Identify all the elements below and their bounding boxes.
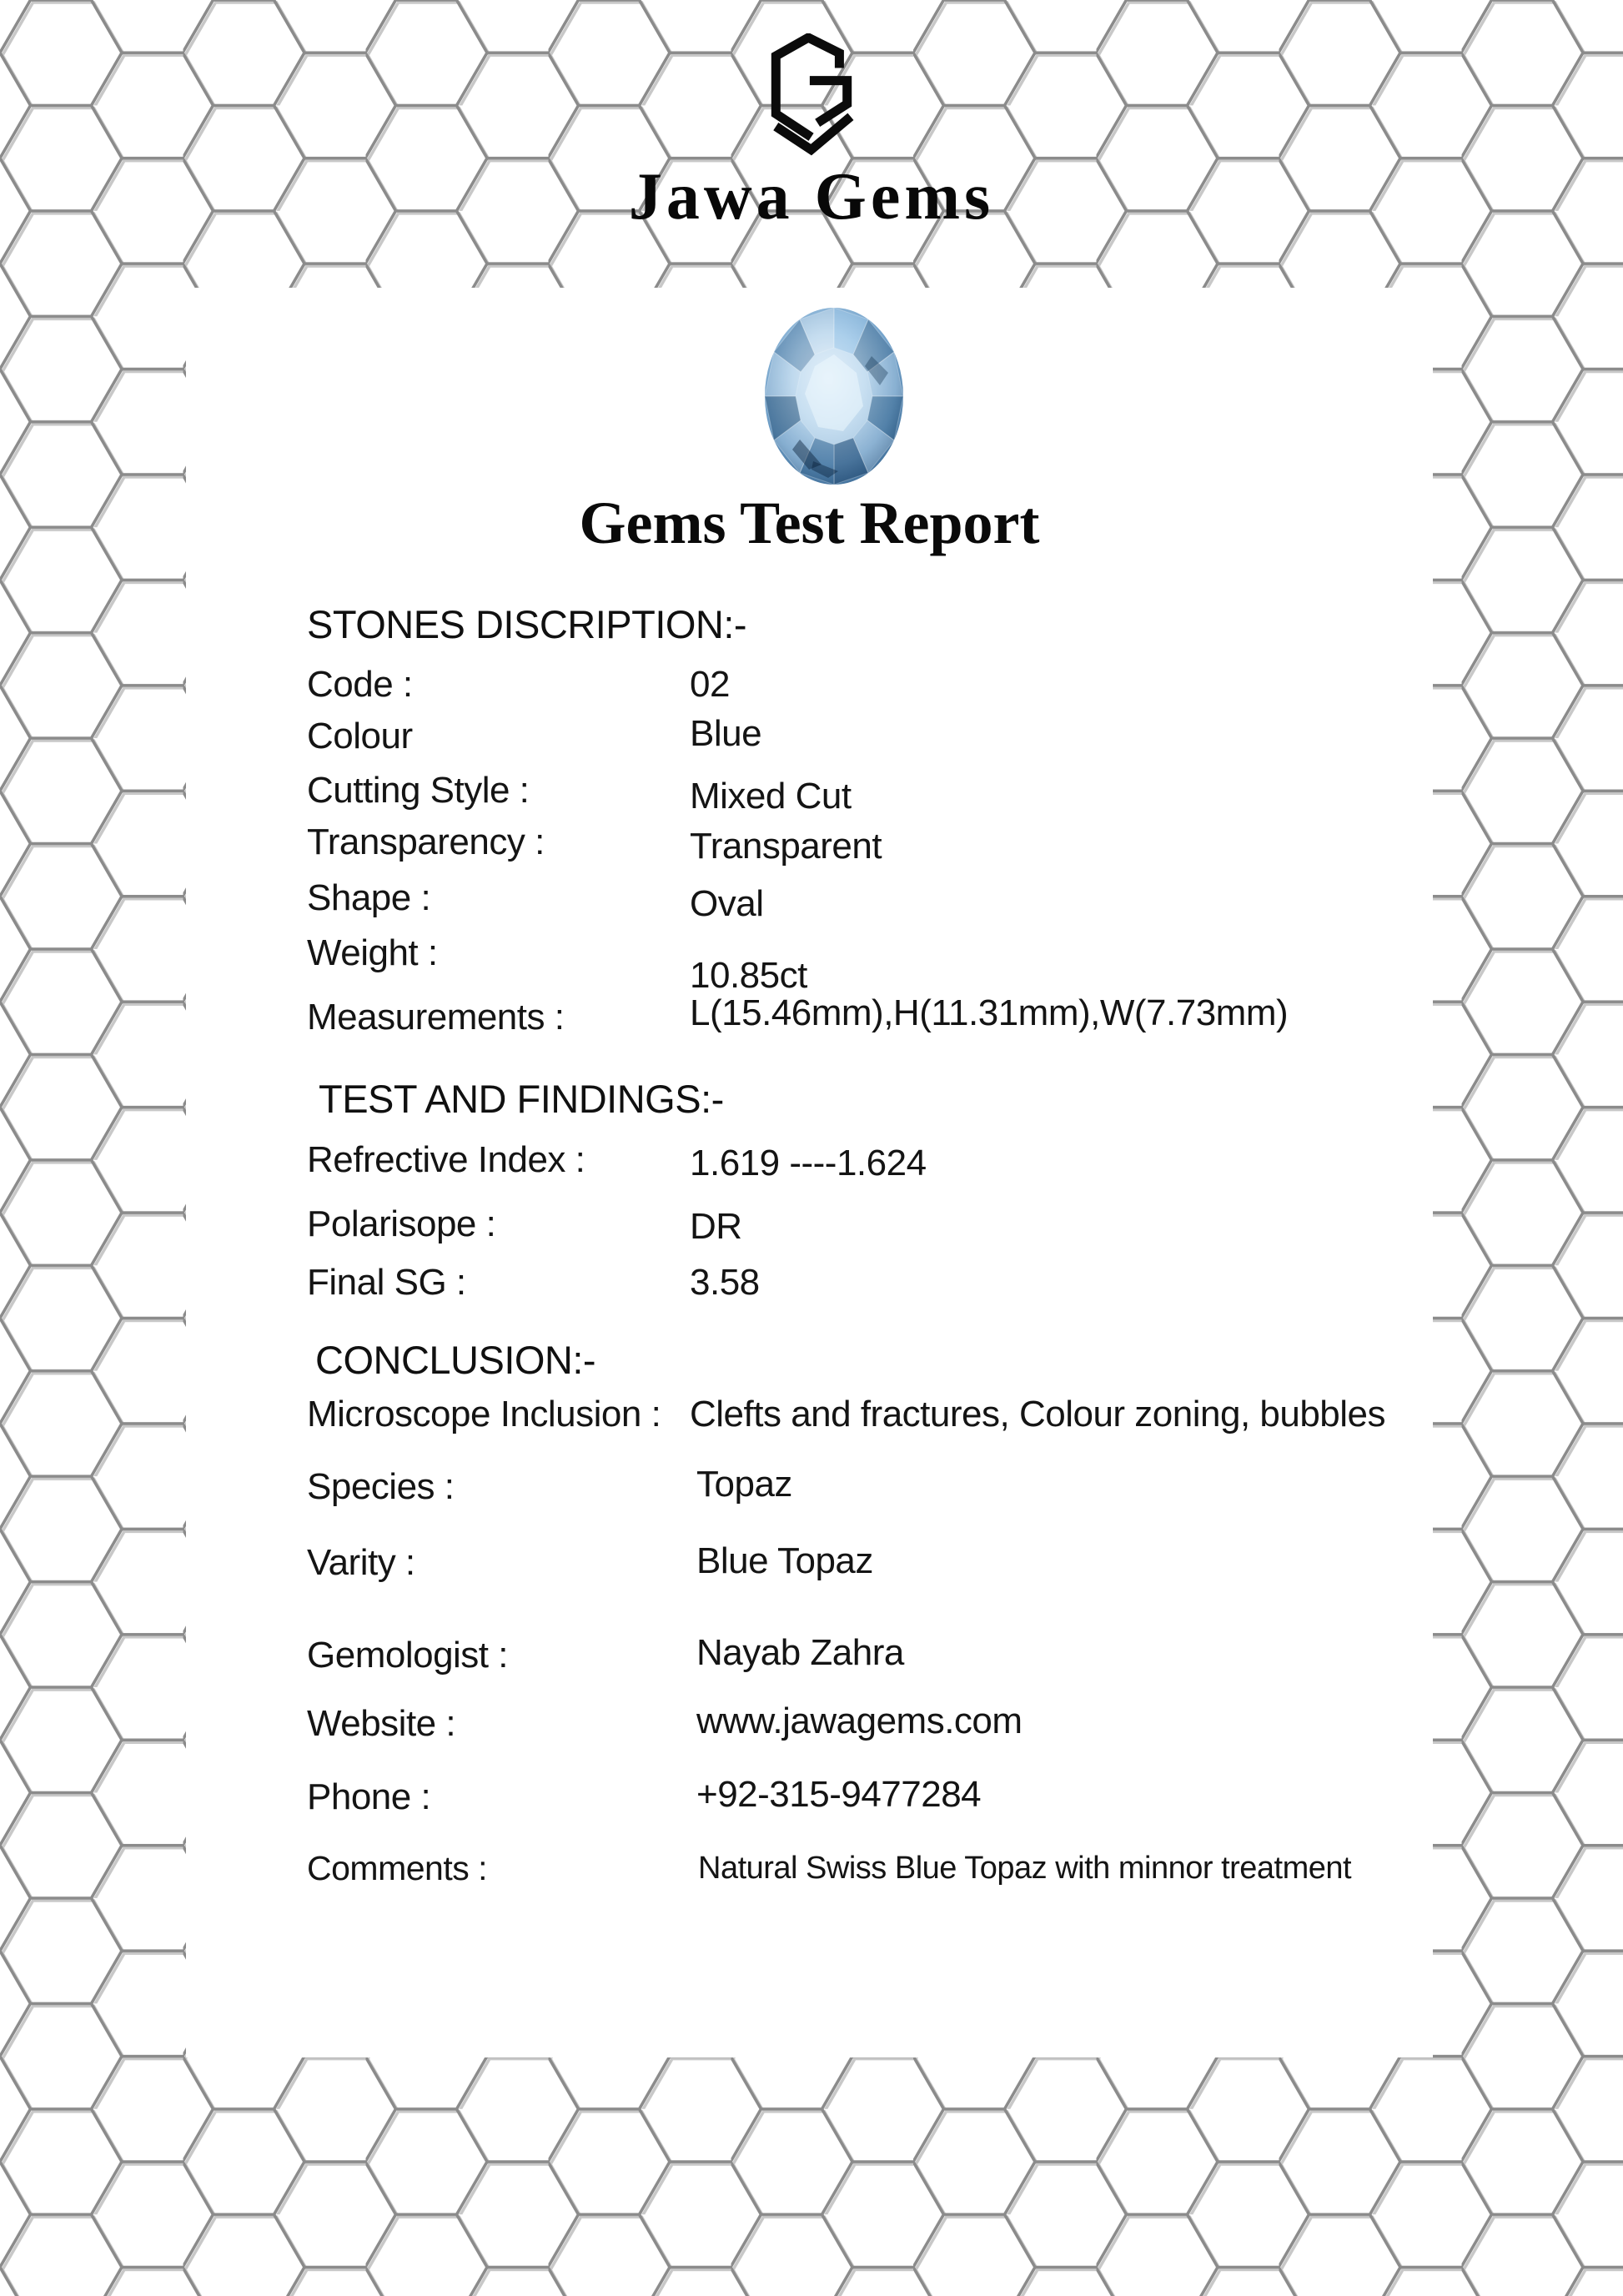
section-heading-conclusion: CONCLUSION:- bbox=[315, 1338, 596, 1382]
hexagon-g-logo-icon bbox=[768, 33, 855, 157]
field-value-polarisope: DR bbox=[690, 1206, 742, 1247]
field-label-final-sg: Final SG : bbox=[307, 1262, 466, 1303]
brand-header bbox=[0, 33, 1623, 234]
field-label-cutting-style: Cutting Style : bbox=[307, 770, 530, 811]
field-value-measurements: L(15.46mm),H(11.31mm),W(7.73mm) bbox=[690, 992, 1289, 1033]
field-value-phone: +92-315-9477284 bbox=[696, 1774, 982, 1815]
field-value-weight: 10.85ct bbox=[690, 955, 807, 996]
brand-name: Jawa Gems bbox=[628, 160, 995, 234]
field-label-gemologist: Gemologist : bbox=[307, 1635, 508, 1676]
field-value-microscope-inclusion: Clefts and fractures, Colour zoning, bubbles bbox=[690, 1394, 1386, 1434]
field-value-gemologist: Nayab Zahra bbox=[696, 1632, 904, 1673]
report-title: Gems Test Report bbox=[579, 490, 1040, 556]
field-value-species: Topaz bbox=[696, 1464, 792, 1505]
field-label-phone: Phone : bbox=[307, 1776, 431, 1817]
field-value-shape: Oval bbox=[690, 883, 764, 924]
section-heading-test-and-findings: TEST AND FINDINGS:- bbox=[319, 1077, 724, 1121]
field-value-website: www.jawagems.com bbox=[696, 1701, 1023, 1741]
field-label-varity: Varity : bbox=[307, 1542, 415, 1583]
field-label-website: Website : bbox=[307, 1703, 456, 1744]
field-value-transparency: Transparent bbox=[690, 826, 882, 867]
field-value-cutting-style: Mixed Cut bbox=[690, 776, 852, 816]
field-value-varity: Blue Topaz bbox=[696, 1540, 873, 1581]
field-label-colour: Colour bbox=[307, 716, 413, 756]
field-value-comments: Natural Swiss Blue Topaz with minnor treatment bbox=[698, 1851, 1352, 1886]
gemstone-photo bbox=[763, 306, 905, 486]
field-label-weight: Weight : bbox=[307, 932, 438, 973]
field-value-final-sg: 3.58 bbox=[690, 1262, 760, 1303]
field-label-comments: Comments : bbox=[307, 1849, 487, 1887]
field-label-microscope-inclusion: Microscope Inclusion : bbox=[307, 1394, 661, 1434]
section-heading-stones-discription: STONES DISCRIPTION:- bbox=[307, 602, 747, 646]
field-label-transparency: Transparency : bbox=[307, 821, 545, 862]
field-label-measurements: Measurements : bbox=[307, 997, 565, 1037]
field-value-refrective-index: 1.619 ----1.624 bbox=[690, 1143, 927, 1183]
field-label-code: Code : bbox=[307, 664, 413, 705]
field-value-code: 02 bbox=[690, 664, 730, 705]
field-value-colour: Blue bbox=[690, 713, 762, 754]
field-label-species: Species : bbox=[307, 1466, 455, 1507]
report-sheet bbox=[186, 288, 1433, 2057]
field-label-polarisope: Polarisope : bbox=[307, 1203, 496, 1244]
field-label-shape: Shape : bbox=[307, 877, 431, 918]
field-label-refrective-index: Refrective Index : bbox=[307, 1139, 585, 1180]
